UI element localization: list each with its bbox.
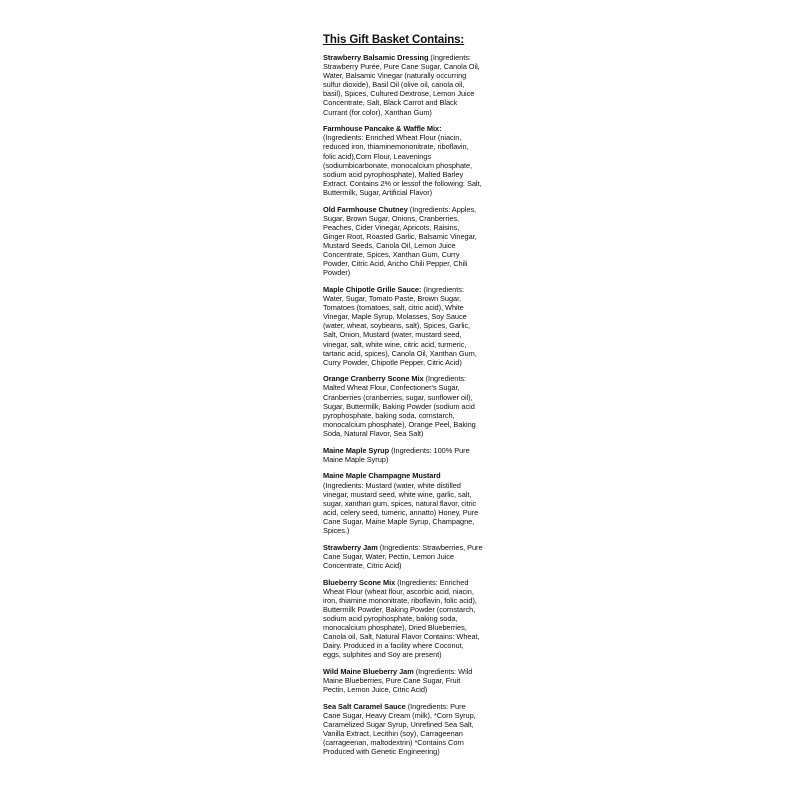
ingredient-entry bbox=[323, 205, 483, 278]
ingredient-entry bbox=[323, 374, 483, 438]
product-name: Orange Cranberry Scone Mix bbox=[323, 374, 424, 384]
product-ingredients: (Ingredients: Mustard (water, white distilled vinegar, mustard seed, white wine, garlic, salt, sugar, xanthan gum, spices, natural flavor, citric acid, celery seed, tumeric, annatto) Honey, Pure Cane Sugar, Maine Maple Syrup, Champagne, Spices.) bbox=[323, 480, 479, 535]
product-name: Farmhouse Pancake & Waffle Mix: bbox=[323, 124, 442, 134]
product-name: Maple Chipotle Grille Sauce: bbox=[323, 284, 422, 294]
product-name: Old Farmhouse Chutney bbox=[323, 204, 408, 214]
ingredient-entry bbox=[323, 578, 483, 660]
page-title: This Gift Basket Contains: bbox=[323, 34, 465, 46]
product-name: Sea Salt Caramel Sauce bbox=[323, 701, 406, 711]
ingredient-entry bbox=[323, 124, 483, 197]
product-ingredients: (Ingredients: Strawberry Purée, Pure Cane Sugar, Canola Oil, Water, Balsamic Vinegar (naturally occurring sulfur dioxide), Basil Oil (olive oil, canola oil, basil), Spices, Cultured Dextrose, Lemon Juice Concentrate, Salt, Black Carrot and Black Currant (for color), Xanthan Gum) bbox=[323, 53, 480, 117]
ingredient-entry bbox=[323, 53, 483, 117]
product-name: Strawberry Jam bbox=[323, 542, 378, 552]
product-ingredients: (Ingredients: 100% Pure Maine Maple Syrup) bbox=[323, 445, 470, 464]
ingredients-label bbox=[323, 33, 483, 764]
product-ingredients: (Ingredients: Strawberries, Pure Cane Sugar, Water, Pectin, Lemon Juice Concentrate, Citric Acid) bbox=[323, 542, 483, 570]
product-ingredients: (Ingredients: Wild Maine Blueberries, Pure Cane Sugar, Fruit Pectin, Lemon Juice, Citric Acid) bbox=[323, 666, 473, 695]
product-ingredients: (Ingredients: Enriched Wheat Flour (niacin, reduced iron, thiaminemononitrate, riboflavin, folic acid),Corn Flour, Leavenings (sodiumbicarbonate, monocalcium phosphate, sodium acid pyrophosphate), Malted Barley Extract. Contains 2% or lessof the following: Salt, Buttermilk, Sugar, Artificial Flavor) bbox=[323, 133, 482, 197]
product-ingredients: (Ingredients: Enriched Wheat Flour (wheat flour, ascorbic acid, niacin, iron, thiamine mononitrate, riboflavin, folic acid), Buttermilk Powder, Baking Powder (cornstarch, sodium acid pyrophosphate, baking soda, monocalcium phosphate), Dried Blueberries, Canola oil, Salt, Natural Flavor Contains: Wheat, Dairy. Produced in a facility where Coconut, eggs, sulphites and Soy are present) bbox=[323, 577, 480, 660]
product-ingredients: (Ingredients: Malted Wheat Flour, Confectioner's Sugar, Cranberries (cranberries, sugar, sunflower oil), Sugar, Buttermilk, Baking Powder (sodium acid pyrophosphate, baking soda, cornstarch, monocalcium phosphate), Orange Peel, Baking Soda, Natural Flavor, Sea Salt) bbox=[323, 374, 476, 438]
product-ingredients: (Ingredients: Apples, Sugar, Brown Sugar, Onions, Cranberries, Peaches, Cider Vinegar, Apricots, Raisins, Ginger Root, Roasted Garlic, Balsamic Vinegar, Mustard Seeds, Canola Oil, Lemon Juice Concentrate, Spices, Xanthan Gum, Curry Powder, Citric Acid, Ancho Chili Pepper, Chili Powder) bbox=[323, 204, 477, 278]
product-name: Maine Maple Syrup bbox=[323, 445, 390, 455]
ingredient-entry bbox=[323, 543, 483, 570]
product-name: Wild Maine Blueberry Jam bbox=[323, 666, 414, 676]
product-name: Maine Maple Champagne Mustard bbox=[323, 471, 441, 481]
ingredient-entry bbox=[323, 667, 483, 694]
product-name: Blueberry Scone Mix bbox=[323, 577, 396, 587]
product-ingredients: (Ingredients: Pure Cane Sugar, Heavy Cream (milk), *Corn Syrup, Caramelized Sugar Syrup, Unrefined Sea Salt, Vanilla Extract, Lecithin (soy), Carrageenan (carrageenan, maltodextrin) *Contains Corn Produced with Genetic Engineering) bbox=[323, 701, 476, 757]
product-ingredients: (Ingredients: Water, Sugar, Tomato Paste, Brown Sugar, Tomatoes (tomatoes, salt, citric acid), White Vinegar, Maple Syrup, Molasses, Soy Sauce (water, wheat, soybeans, salt), Spices, Garlic, Salt, Onion, Mustard (water, mustard seed, vinegar, salt, white wine, citric acid, turmeric, tartaric acid, spices), Canola Oil, Xanthan Gum, Curry Powder, Chipotle Pepper, Citric Acid) bbox=[323, 284, 477, 367]
ingredient-entry bbox=[323, 446, 483, 464]
product-name: Strawberry Balsamic Dressing bbox=[323, 53, 429, 62]
ingredient-entry bbox=[323, 471, 483, 535]
ingredient-entry bbox=[323, 285, 483, 367]
ingredient-entry bbox=[323, 702, 483, 757]
